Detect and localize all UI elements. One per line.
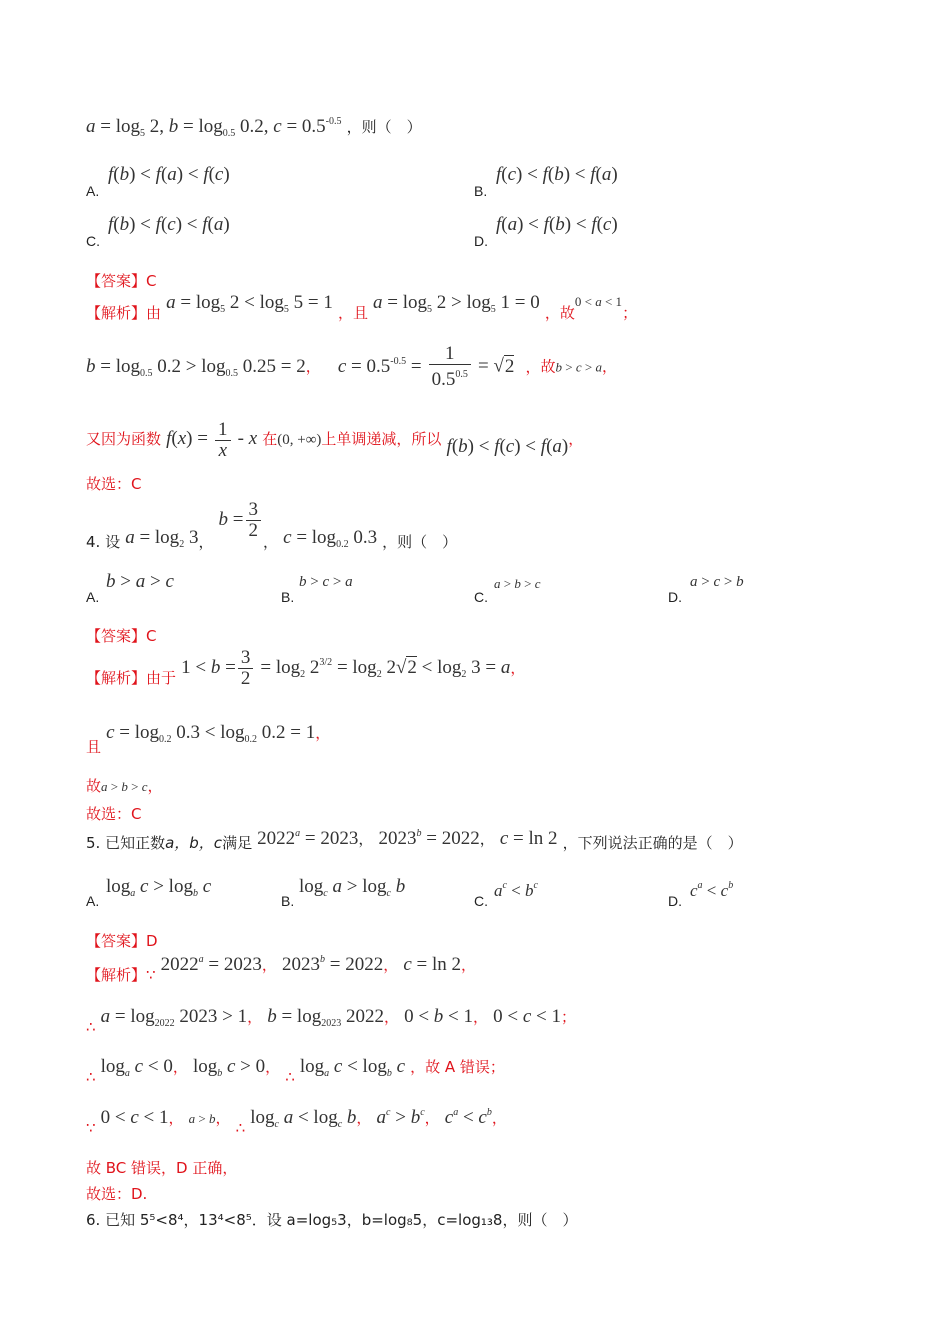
q4-option-d-math: a > c > b	[690, 574, 744, 590]
q6-stem: 6. 已知 5⁵<8⁴，13⁴<8⁵．设 a=log₅3，b=log₈5，c=log₁₃8，则（ ）	[86, 1211, 578, 1229]
q5-option-c-math: $a^c < b^c$	[494, 880, 538, 900]
q5-answer: 【答案】D	[86, 932, 158, 950]
q5-option-b-math: $\log_c a > \log_c b$	[299, 876, 406, 899]
q5-analysis-line2: ∴ $a = \log_{2022} 2023 > 1$， $b = \log_{2023} 2022$， 0 < b < 1， 0 < c < 1；	[86, 1006, 577, 1036]
q4-stem: 4. 设 $a = \log_2 3$， b = $\frac{3}{2}$ ， $c = \log_{0.2} 0.3$ ，则（ ）	[86, 499, 458, 551]
q3-analysis-line1: 【解析】由 $a = \log_5 2 < \log_5 5 = 1$ ，且 $a = \log_5 2 > \log_5 1 = 0$ ，故0 < a < 1；	[86, 292, 638, 322]
q5-analysis-line3: ∴ $\log_a c < 0$， $\log_b c > 0$， ∴ $\log_a c < \log_b c$ ，故 A 错误；	[86, 1056, 505, 1086]
q5-stem: 5. 已知正数a，b，c满足 $2022^a = 2023$， $2023^b = 2022$， c = ln 2 ，下列说法正确的是（ ）	[86, 828, 743, 852]
q4-analysis-line2: 且 $c = \log_{0.2} 0.3 < \log_{0.2} 0.2 = 1$，	[86, 722, 331, 756]
q4-conclusion: 故选：C	[86, 805, 142, 823]
q3-option-c-math: f(b) < f(c) < f(a)	[108, 214, 230, 235]
q3-analysis-line3: 又因为函数 f(x) = $\frac{1}{x}$ - x 在(0, +∞)上单调递减，所以 f(b) < f(c) < f(a)，	[86, 419, 584, 461]
q3-answer: 【答案】C	[86, 272, 157, 290]
q3-stem: $a = \log_5 2$, $b = \log_{0.5} 0.2$, $c = 0.5^{-0.5}$ ，则（ ）	[86, 116, 422, 139]
q4-answer: 【答案】C	[86, 627, 157, 645]
q5-option-a-math: $\log_a c > \log_b c$	[106, 876, 212, 899]
document-page: $a = \log_5 2$, $b = \log_{0.5} 0.2$, $c = 0.5^{-0.5}$ ，则（ ） A. f(b) < f(a) < f(c) B. f(c) < f(b) < f(a) C. f(b) < f(c) < f(a) D. f(a) < f(b) < f(c) 【答案】C 【解析】由 $a = \log_5 2 < \log_5 5 = 1$ ，且 $a = \log_5 2 > \log_5 1 = 0$ ，故0 < a < 1； $b = \log_{0.5} 0.2 > \log_{0.5} 0.25 = 2$， $c = 0.5^{-0.5}$ = $\frac{1}{0.5^{0.5}}$ = √2 ，故b > c > a， 又因为函数 f(x) = $\frac{1}{x}$ - x 在(0, +∞)上单调递减，所以 f(b) < f(c) < f(a)， 故选：C 4. 设 $a = \log_2 3$， b = $\frac{3}{2}$ ， $c = \log_{0.2} 0.3$ ，则（ ） A. b > a > c B. b > c > a C. a > b > c D. a > c > b 【答案】C 【解析】由于 1 < b = $\frac{3}{2}$ = $\log_2 2^{3/2} = \log_2 2√2 < \log_2 3 = a$， 且 $c = \log_{0.2} 0.3 < \log_{0.2} 0.2 = 1$， 故a > b > c， 故选：C 5. 已知正数a，b，c满足 $2022^a = 2023$， $2023^b = 2022$， c = ln 2 ，下列说法正确的是（ ） A. $\log_a c > \log_b c$ B. $\log_c a > \log_c b$ C. $a^c < b^c$ D. $c^a < c^b$ 【答案】D 【解析】∵ $2022^a = 2023$， $2023^b = 2022$， c = ln 2， ∴ $a = \log_{2022} 2023 > 1$， $b = \log_{2023} 2022$， 0 < b < 1， 0 < c < 1； ∴ $\log_a c < 0$， $\log_b c > 0$， ∴ $\log_a c < \log_b c$ ，故 A 错误； ∵ 0 < c < 1， a > b， ∴ $\log_c a < \log_c b$， $a^c > b^c$， $c^a < c^b$， 故 BC 错误，D 正确， 故选：D. 6. 已知 5⁵<8⁴，13⁴<8⁵．设 a=log₅3，b=log₈5，c=log₁₃8，则（ ）	[86, 116, 744, 1229]
q3-stem-tail: ，则（ ）	[346, 118, 422, 136]
q5-option-d-math: $c^a < c^b$	[690, 880, 734, 900]
q3-option-b-math: f(c) < f(b) < f(a)	[496, 164, 618, 185]
q3-option-a-math: f(b) < f(a) < f(c)	[108, 164, 230, 185]
q3-option-d-math: f(a) < f(b) < f(c)	[496, 214, 618, 235]
q5-bc-wrong: 故 BC 错误，D 正确，	[86, 1159, 238, 1177]
q4-option-a-math: b > a > c	[106, 571, 174, 592]
q4-analysis-line1: 【解析】由于 1 < b = $\frac{3}{2}$ = $\log_2 2^{3/2} = \log_2 2√2 < \log_2 3 = a$，	[86, 647, 526, 689]
q5-conclusion: 故选：D.	[86, 1185, 148, 1203]
q3-conclusion: 故选：C	[86, 475, 142, 493]
q5-analysis-line4: ∵ 0 < c < 1， a > b， ∴ $\log_c a < \log_c b$， $a^c > b^c$， $c^a < c^b$，	[86, 1107, 507, 1137]
q4-analysis-line3: 故a > b > c，	[86, 777, 163, 795]
q4-option-c-math: a > b > c	[494, 576, 541, 591]
q3-analysis-line2: $b = \log_{0.5} 0.2 > \log_{0.5} 0.25 = 2$， $c = 0.5^{-0.5}$ = $\frac{1}{0.5^{0.5}}$ = √2 ，故b > c > a，	[86, 343, 617, 390]
q5-analysis-line1: 【解析】∵ $2022^a = 2023$， $2023^b = 2022$， c = ln 2，	[86, 954, 477, 984]
q4-option-b-math: b > c > a	[299, 574, 353, 590]
